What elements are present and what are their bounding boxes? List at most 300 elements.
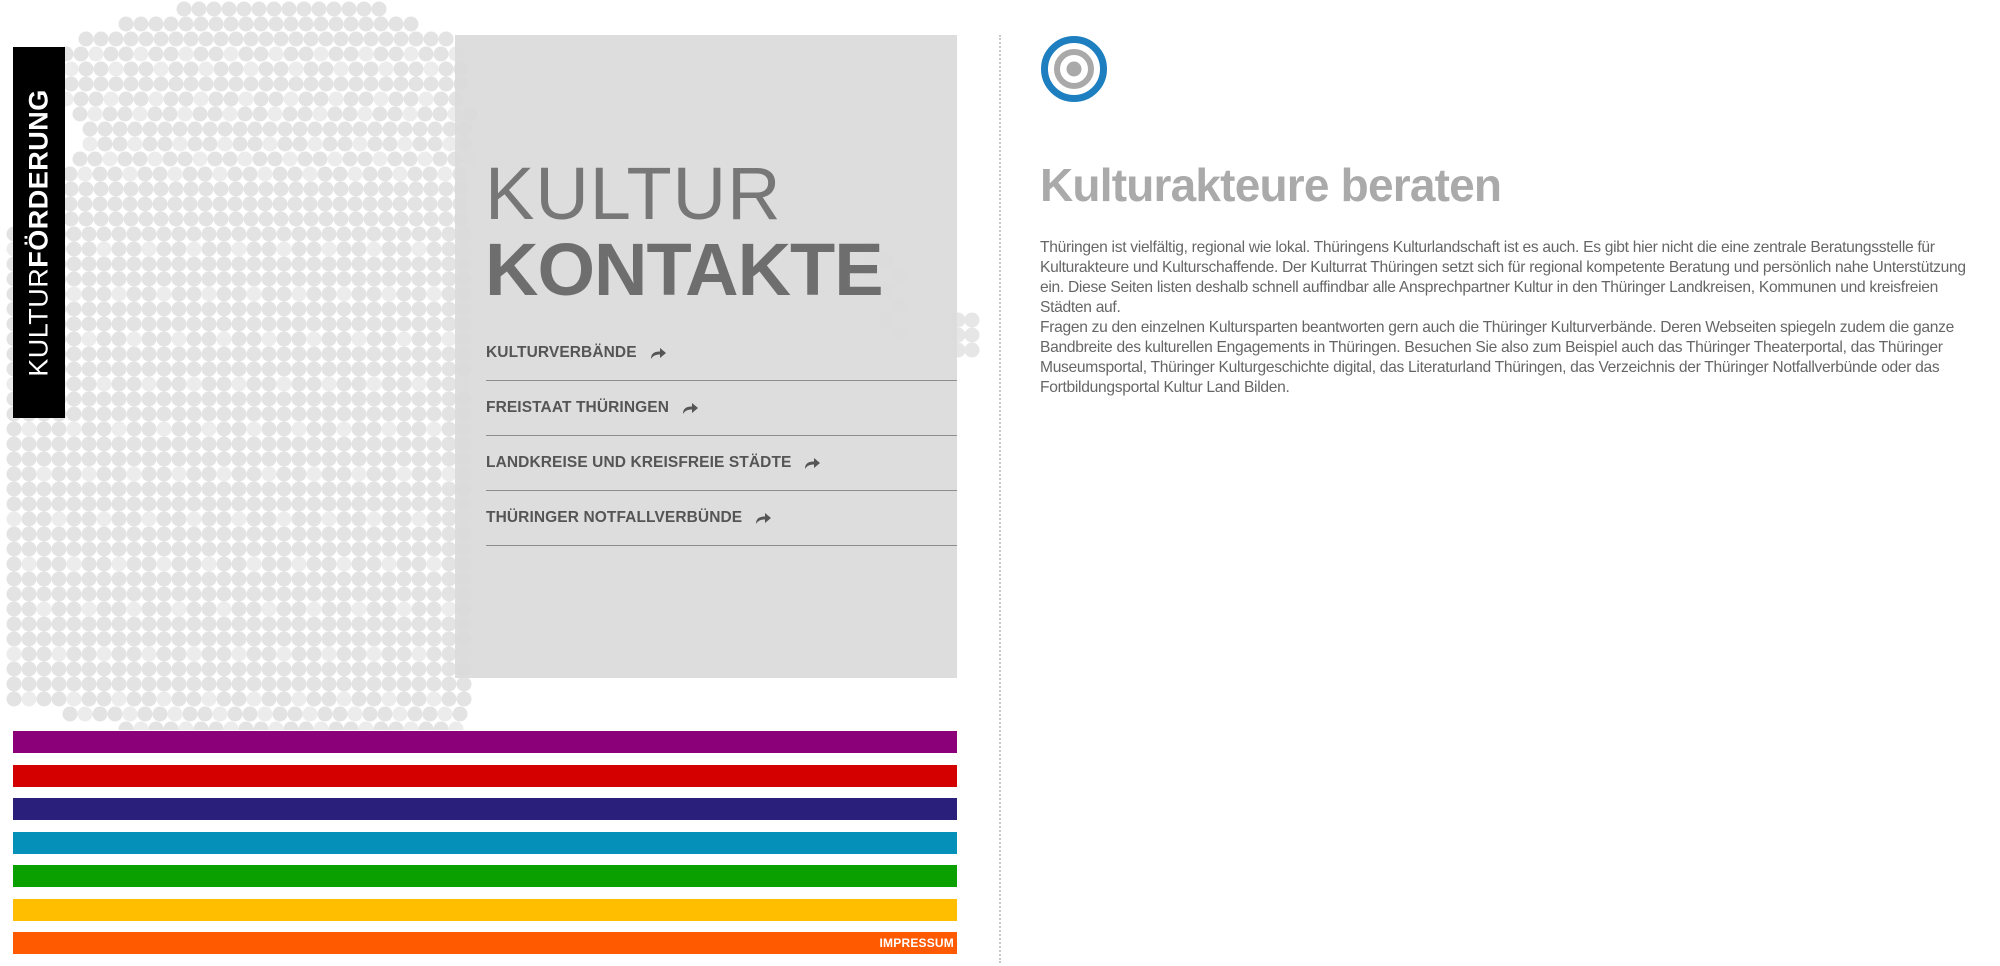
- map-dot: [67, 422, 82, 437]
- map-dot: [292, 317, 307, 332]
- map-dot: [232, 467, 247, 482]
- map-dot: [127, 647, 142, 662]
- map-dot: [427, 332, 442, 347]
- map-dot: [37, 497, 52, 512]
- map-dot: [427, 572, 442, 587]
- map-dot: [397, 287, 412, 302]
- map-dot: [337, 257, 352, 272]
- map-dot: [139, 77, 154, 92]
- map-dot: [322, 317, 337, 332]
- map-dot: [427, 407, 442, 422]
- map-dot: [412, 407, 427, 422]
- map-dot: [214, 32, 229, 47]
- map-dot: [217, 437, 232, 452]
- map-dot: [123, 707, 138, 722]
- stripe-orange: [13, 932, 957, 954]
- map-dot: [277, 287, 292, 302]
- map-dot: [323, 122, 338, 137]
- kulturfoerderung-tab[interactable]: [13, 47, 65, 418]
- map-dot: [67, 437, 82, 452]
- map-dot: [262, 467, 277, 482]
- map-dot: [348, 707, 363, 722]
- map-dot: [172, 332, 187, 347]
- map-dot: [412, 677, 427, 692]
- map-dot: [262, 317, 277, 332]
- map-dot: [67, 302, 82, 317]
- map-dot: [289, 77, 304, 92]
- map-dot: [184, 77, 199, 92]
- map-dot: [134, 17, 149, 32]
- map-dot: [412, 332, 427, 347]
- map-dot: [67, 272, 82, 287]
- map-dot: [397, 437, 412, 452]
- map-dot: [172, 302, 187, 317]
- map-dot: [183, 197, 198, 212]
- map-dot: [382, 227, 397, 242]
- map-dot: [322, 482, 337, 497]
- map-dot: [322, 332, 337, 347]
- map-dot: [367, 422, 382, 437]
- map-dot: [403, 107, 418, 122]
- map-dot: [157, 407, 172, 422]
- map-dot: [352, 347, 367, 362]
- map-dot: [124, 77, 139, 92]
- map-dot: [124, 62, 139, 77]
- map-dot: [187, 617, 202, 632]
- map-dot: [217, 242, 232, 257]
- map-dot: [288, 167, 303, 182]
- map-dot: [228, 167, 243, 182]
- map-dot: [337, 692, 352, 707]
- map-dot: [367, 467, 382, 482]
- map-dot: [253, 107, 268, 122]
- map-dot: [94, 32, 109, 47]
- map-dot: [154, 77, 169, 92]
- link-notfallverbuende[interactable]: [486, 491, 957, 546]
- map-dot: [67, 227, 82, 242]
- map-dot: [299, 92, 314, 107]
- map-dot: [138, 197, 153, 212]
- map-dot: [109, 62, 124, 77]
- map-dot: [217, 407, 232, 422]
- map-dot: [74, 92, 89, 107]
- map-dot: [367, 647, 382, 662]
- kultur-kontakte-panel: [455, 35, 957, 678]
- map-dot: [292, 302, 307, 317]
- map-dot: [97, 362, 112, 377]
- map-dot: [112, 272, 127, 287]
- map-dot: [427, 617, 442, 632]
- map-dot: [394, 182, 409, 197]
- map-dot: [103, 152, 118, 167]
- map-dot: [82, 272, 97, 287]
- impressum-link[interactable]: IMPRESSUM: [879, 936, 954, 950]
- map-dot: [153, 167, 168, 182]
- map-dot: [203, 122, 218, 137]
- map-dot: [243, 167, 258, 182]
- map-dot: [37, 452, 52, 467]
- map-dot: [283, 107, 298, 122]
- map-dot: [142, 407, 157, 422]
- map-dot: [82, 227, 97, 242]
- link-kulturverbaende[interactable]: [486, 326, 957, 381]
- map-dot: [337, 572, 352, 587]
- map-dot: [307, 362, 322, 377]
- map-dot: [427, 662, 442, 677]
- map-dot: [427, 587, 442, 602]
- map-dot: [322, 497, 337, 512]
- map-dot: [427, 257, 442, 272]
- map-dot: [247, 272, 262, 287]
- map-dot: [109, 77, 124, 92]
- map-dot: [397, 467, 412, 482]
- map-dot: [247, 572, 262, 587]
- map-dot: [322, 287, 337, 302]
- map-dot: [112, 317, 127, 332]
- map-dot: [259, 77, 274, 92]
- map-dot: [138, 167, 153, 182]
- map-dot: [178, 152, 193, 167]
- map-dot: [304, 32, 319, 47]
- intro-text: [1040, 238, 1980, 398]
- map-dot: [232, 482, 247, 497]
- map-dot: [337, 632, 352, 647]
- map-dot: [307, 542, 322, 557]
- map-dot: [217, 497, 232, 512]
- share-arrow-icon: [755, 511, 772, 525]
- map-dot: [397, 677, 412, 692]
- map-dot: [202, 422, 217, 437]
- map-dot: [142, 557, 157, 572]
- map-dot: [337, 302, 352, 317]
- map-dot: [67, 632, 82, 647]
- map-dot: [187, 257, 202, 272]
- map-dot: [127, 242, 142, 257]
- map-dot: [367, 557, 382, 572]
- map-dot: [22, 497, 37, 512]
- map-dot: [217, 647, 232, 662]
- map-dot: [127, 332, 142, 347]
- map-dot: [322, 302, 337, 317]
- map-dot: [22, 632, 37, 647]
- map-dot: [247, 347, 262, 362]
- map-dot: [338, 122, 353, 137]
- map-dot: [199, 77, 214, 92]
- map-dot: [82, 332, 97, 347]
- map-dot: [164, 722, 179, 731]
- map-dot: [304, 62, 319, 77]
- map-dot: [157, 287, 172, 302]
- map-dot: [127, 482, 142, 497]
- map-dot: [203, 137, 218, 152]
- map-dot: [307, 317, 322, 332]
- map-dot: [172, 557, 187, 572]
- map-dot: [382, 542, 397, 557]
- map-dot: [352, 407, 367, 422]
- map-dot: [352, 317, 367, 332]
- map-dot: [97, 677, 112, 692]
- map-dot: [169, 32, 184, 47]
- map-dot: [224, 47, 239, 62]
- map-dot: [334, 32, 349, 47]
- map-dot: [112, 497, 127, 512]
- map-dot: [97, 662, 112, 677]
- map-dot: [157, 392, 172, 407]
- map-dot: [142, 302, 157, 317]
- map-dot: [382, 482, 397, 497]
- map-dot: [157, 272, 172, 287]
- map-dot: [382, 257, 397, 272]
- map-dot: [352, 422, 367, 437]
- link-label: THÜRINGER NOTFALLVERBÜNDE: [486, 509, 743, 526]
- map-dot: [172, 512, 187, 527]
- map-dot: [108, 707, 123, 722]
- map-dot: [112, 467, 127, 482]
- map-dot: [214, 62, 229, 77]
- map-dot: [139, 182, 154, 197]
- map-dot: [139, 62, 154, 77]
- map-dot: [284, 47, 299, 62]
- map-dot: [367, 362, 382, 377]
- map-dot: [142, 617, 157, 632]
- map-dot: [127, 287, 142, 302]
- map-dot: [298, 152, 313, 167]
- map-dot: [7, 617, 22, 632]
- map-dot: [112, 692, 127, 707]
- map-dot: [142, 512, 157, 527]
- map-dot: [357, 2, 372, 17]
- map-dot: [217, 542, 232, 557]
- map-dot: [269, 722, 284, 731]
- map-dot: [37, 572, 52, 587]
- map-dot: [112, 542, 127, 557]
- map-dot: [52, 452, 67, 467]
- map-dot: [127, 617, 142, 632]
- map-dot: [217, 377, 232, 392]
- map-dot: [187, 302, 202, 317]
- map-dot: [277, 602, 292, 617]
- map-dot: [154, 62, 169, 77]
- map-dot: [82, 677, 97, 692]
- map-dot: [123, 197, 138, 212]
- map-dot: [97, 632, 112, 647]
- map-dot: [247, 407, 262, 422]
- map-dot: [172, 287, 187, 302]
- map-dot: [307, 392, 322, 407]
- map-dot: [292, 662, 307, 677]
- map-dot: [202, 437, 217, 452]
- map-dot: [127, 317, 142, 332]
- map-dot: [187, 662, 202, 677]
- map-dot: [367, 617, 382, 632]
- map-dot: [97, 647, 112, 662]
- map-dot: [112, 392, 127, 407]
- link-landkreise[interactable]: [486, 436, 957, 491]
- map-dot: [397, 692, 412, 707]
- map-dot: [142, 317, 157, 332]
- map-dot: [143, 122, 158, 137]
- map-dot: [82, 617, 97, 632]
- map-dot: [292, 572, 307, 587]
- map-dot: [292, 647, 307, 662]
- map-dot: [262, 362, 277, 377]
- map-dot: [172, 617, 187, 632]
- map-dot: [274, 212, 289, 227]
- map-dot: [187, 392, 202, 407]
- map-dot: [67, 407, 82, 422]
- map-dot: [157, 677, 172, 692]
- map-dot: [383, 137, 398, 152]
- map-dot: [274, 62, 289, 77]
- map-dot: [52, 587, 67, 602]
- map-dot: [232, 362, 247, 377]
- map-dot: [337, 557, 352, 572]
- map-dot: [157, 362, 172, 377]
- map-dot: [37, 557, 52, 572]
- map-dot: [158, 137, 173, 152]
- map-dot: [423, 197, 438, 212]
- map-dot: [322, 527, 337, 542]
- map-dot: [172, 317, 187, 332]
- map-dot: [79, 182, 94, 197]
- map-dot: [367, 257, 382, 272]
- link-label: LANDKREISE UND KREISFREIE STÄDTE: [486, 454, 792, 471]
- map-dot: [109, 212, 124, 227]
- map-dot: [22, 512, 37, 527]
- map-dot: [427, 362, 442, 377]
- map-dot: [52, 677, 67, 692]
- map-dot: [289, 182, 304, 197]
- map-dot: [262, 692, 277, 707]
- map-dot: [293, 122, 308, 137]
- map-dot: [67, 242, 82, 257]
- map-dot: [352, 482, 367, 497]
- map-dot: [322, 617, 337, 632]
- map-dot: [172, 677, 187, 692]
- map-dot: [273, 707, 288, 722]
- map-dot: [427, 227, 442, 242]
- map-dot: [292, 482, 307, 497]
- stripe-green: [13, 865, 957, 887]
- map-dot: [127, 302, 142, 317]
- map-dot: [149, 92, 164, 107]
- map-dot: [258, 167, 273, 182]
- map-dot: [352, 692, 367, 707]
- map-dot: [67, 347, 82, 362]
- map-dot: [127, 632, 142, 647]
- map-dot: [97, 542, 112, 557]
- map-dot: [143, 137, 158, 152]
- map-dot: [278, 122, 293, 137]
- map-dot: [217, 482, 232, 497]
- map-dot: [169, 62, 184, 77]
- map-dot: [67, 317, 82, 332]
- map-dot: [172, 467, 187, 482]
- map-dot: [149, 47, 164, 62]
- map-dot: [224, 17, 239, 32]
- map-dot: [232, 242, 247, 257]
- map-dot: [348, 167, 363, 182]
- map-dot: [67, 602, 82, 617]
- map-dot: [382, 452, 397, 467]
- map-dot: [164, 92, 179, 107]
- map-dot: [319, 77, 334, 92]
- map-dot: [97, 302, 112, 317]
- map-dot: [292, 407, 307, 422]
- map-dot: [433, 152, 448, 167]
- map-dot: [352, 602, 367, 617]
- map-dot: [194, 17, 209, 32]
- map-dot: [142, 452, 157, 467]
- map-dot: [382, 242, 397, 257]
- map-dot: [394, 62, 409, 77]
- map-dot: [157, 242, 172, 257]
- map-dot: [277, 467, 292, 482]
- map-dot: [82, 587, 97, 602]
- map-dot: [82, 572, 97, 587]
- map-dot: [187, 677, 202, 692]
- map-dot: [322, 407, 337, 422]
- map-dot: [292, 677, 307, 692]
- map-dot: [83, 122, 98, 137]
- map-dot: [127, 257, 142, 272]
- map-dot: [352, 362, 367, 377]
- map-dot: [277, 332, 292, 347]
- map-dot: [412, 692, 427, 707]
- map-dot: [168, 197, 183, 212]
- map-dot: [217, 287, 232, 302]
- link-freistaat-thueringen[interactable]: [486, 381, 957, 436]
- map-dot: [82, 242, 97, 257]
- map-dot: [397, 317, 412, 332]
- map-dot: [307, 272, 322, 287]
- map-dot: [334, 77, 349, 92]
- map-dot: [67, 362, 82, 377]
- map-dot: [7, 527, 22, 542]
- map-dot: [247, 422, 262, 437]
- map-dot: [352, 467, 367, 482]
- map-dot: [307, 602, 322, 617]
- map-dot: [367, 632, 382, 647]
- map-dot: [237, 2, 252, 17]
- map-dot: [418, 107, 433, 122]
- map-dot: [153, 197, 168, 212]
- map-dot: [214, 77, 229, 92]
- map-dot: [274, 77, 289, 92]
- map-dot: [337, 422, 352, 437]
- map-dot: [187, 407, 202, 422]
- map-dot: [217, 332, 232, 347]
- map-dot: [169, 212, 184, 227]
- map-dot: [217, 677, 232, 692]
- map-dot: [112, 227, 127, 242]
- map-dot: [22, 662, 37, 677]
- map-dot: [82, 287, 97, 302]
- target-icon[interactable]: [1040, 35, 1108, 103]
- map-dot: [202, 497, 217, 512]
- map-dot: [262, 647, 277, 662]
- map-dot: [157, 602, 172, 617]
- map-dot: [412, 347, 427, 362]
- map-dot: [382, 467, 397, 482]
- map-dot: [202, 227, 217, 242]
- map-dot: [67, 287, 82, 302]
- map-dot: [322, 587, 337, 602]
- map-dot: [187, 287, 202, 302]
- map-dot: [277, 557, 292, 572]
- map-dot: [382, 272, 397, 287]
- map-dot: [247, 482, 262, 497]
